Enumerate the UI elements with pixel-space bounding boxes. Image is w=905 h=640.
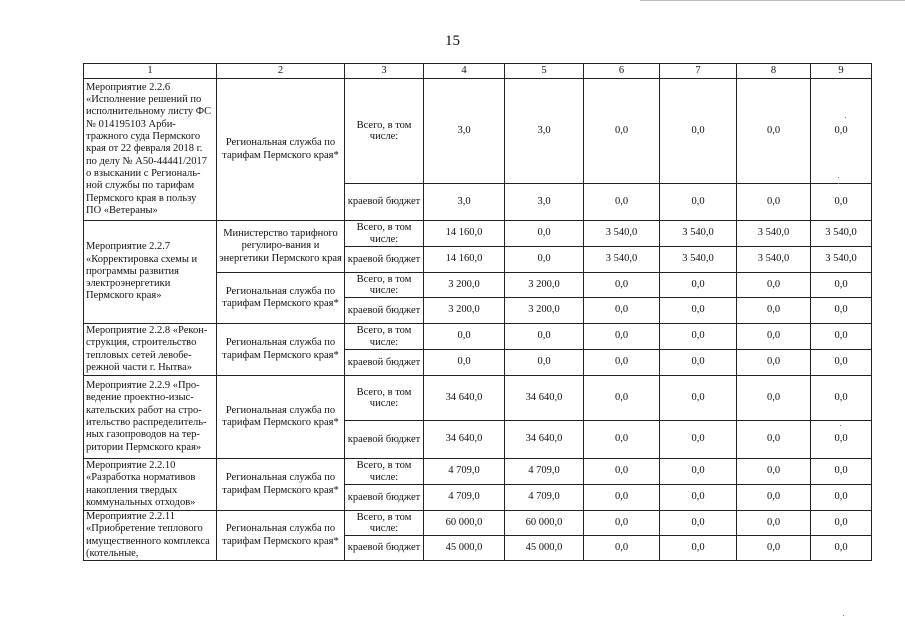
amount-cell: 4 709,0	[505, 485, 584, 511]
amount-cell: 3 540,0	[737, 247, 811, 273]
amount-cell: 0,0	[737, 536, 811, 561]
column-number-header: 2	[217, 64, 345, 79]
funding-source-cell: Всего, в том числе:	[345, 376, 424, 421]
amount-cell: 3,0	[424, 184, 505, 221]
amount-cell: 3,0	[505, 184, 584, 221]
table-row	[84, 376, 872, 421]
amount-cell: 34 640,0	[424, 376, 505, 421]
amount-cell: 0,0	[811, 459, 872, 485]
amount-cell: 0,0	[505, 350, 584, 376]
table-row	[84, 511, 872, 536]
amount-cell: 0,0	[584, 459, 660, 485]
scan-speck	[838, 177, 839, 178]
amount-cell: 34 640,0	[505, 376, 584, 421]
amount-cell: 4 709,0	[505, 459, 584, 485]
table-row	[84, 79, 872, 184]
column-number-header: 3	[345, 64, 424, 79]
funding-source-cell: Всего, в том числе:	[345, 324, 424, 350]
amount-cell: 0,0	[505, 221, 584, 247]
column-number-header: 9	[811, 64, 872, 79]
amount-cell: 0,0	[737, 273, 811, 298]
amount-cell: 3 540,0	[584, 247, 660, 273]
amount-cell: 0,0	[811, 79, 872, 184]
measure-name-cell: Мероприятие 2.2.7 «Корректировка схемы и программы развития электроэнергетики Пермского края»	[84, 221, 217, 324]
funding-source-cell: краевой бюджет	[345, 298, 424, 324]
amount-cell: 14 160,0	[424, 247, 505, 273]
funding-source-cell: Всего, в том числе:	[345, 79, 424, 184]
amount-cell: 0,0	[584, 298, 660, 324]
table-row	[84, 221, 872, 247]
amount-cell: 0,0	[737, 79, 811, 184]
amount-cell: 0,0	[737, 184, 811, 221]
amount-cell: 0,0	[737, 298, 811, 324]
amount-cell: 0,0	[584, 511, 660, 536]
amount-cell: 3 540,0	[737, 221, 811, 247]
column-number-header: 8	[737, 64, 811, 79]
measure-name-cell: Мероприятие 2.2.6 «Исполнение решений по исполнительному листу ФС № 014195103 Арби-тражного суда Пермского края от 22 февраля 2018 г. по делу № А50-44441/2017 о взыскании с Региональ-ной службы по тарифам Пермского края в пользу ПО «Ветераны»	[84, 79, 217, 221]
amount-cell: 0,0	[660, 79, 737, 184]
amount-cell: 0,0	[660, 511, 737, 536]
amount-cell: 3,0	[505, 79, 584, 184]
funding-source-cell: Всего, в том числе:	[345, 221, 424, 247]
funding-source-cell: краевой бюджет	[345, 536, 424, 561]
amount-cell: 3 200,0	[505, 273, 584, 298]
scan-speck	[840, 425, 841, 426]
amount-cell: 0,0	[660, 350, 737, 376]
amount-cell: 0,0	[737, 485, 811, 511]
measure-name-cell: Мероприятие 2.2.10 «Разработка нормативов накопления твердых коммунальных отходов»	[84, 459, 217, 511]
amount-cell: 0,0	[737, 324, 811, 350]
executor-cell: Региональная служба по тарифам Пермского края*	[217, 324, 345, 376]
amount-cell: 60 000,0	[424, 511, 505, 536]
executor-cell: Региональная служба по тарифам Пермского края*	[217, 376, 345, 459]
amount-cell: 0,0	[424, 350, 505, 376]
funding-source-cell: краевой бюджет	[345, 247, 424, 273]
amount-cell: 0,0	[811, 511, 872, 536]
amount-cell: 0,0	[584, 421, 660, 459]
amount-cell: 3 540,0	[811, 221, 872, 247]
executor-cell: Региональная служба по тарифам Пермского края*	[217, 459, 345, 511]
amount-cell: 0,0	[660, 273, 737, 298]
amount-cell: 0,0	[737, 421, 811, 459]
column-number-header: 7	[660, 64, 737, 79]
funding-source-cell: краевой бюджет	[345, 421, 424, 459]
column-number-header: 5	[505, 64, 584, 79]
amount-cell: 0,0	[584, 350, 660, 376]
amount-cell: 0,0	[811, 350, 872, 376]
amount-cell: 60 000,0	[505, 511, 584, 536]
amount-cell: 4 709,0	[424, 485, 505, 511]
amount-cell: 0,0	[584, 184, 660, 221]
amount-cell: 34 640,0	[505, 421, 584, 459]
amount-cell: 0,0	[660, 184, 737, 221]
table-row	[84, 459, 872, 485]
amount-cell: 0,0	[811, 298, 872, 324]
amount-cell: 3 540,0	[660, 247, 737, 273]
amount-cell: 0,0	[660, 421, 737, 459]
executor-cell: Региональная служба по тарифам Пермского края*	[217, 273, 345, 324]
amount-cell: 0,0	[584, 273, 660, 298]
scan-speck	[843, 615, 844, 616]
amount-cell: 0,0	[660, 459, 737, 485]
amount-cell: 0,0	[811, 184, 872, 221]
executor-cell: Региональная служба по тарифам Пермского края*	[217, 511, 345, 561]
funding-source-cell: Всего, в том числе:	[345, 511, 424, 536]
amount-cell: 3 540,0	[660, 221, 737, 247]
scan-speck	[845, 117, 846, 118]
amount-cell: 0,0	[737, 459, 811, 485]
amount-cell: 0,0	[811, 421, 872, 459]
funding-source-cell: Всего, в том числе:	[345, 459, 424, 485]
scan-speck	[838, 183, 839, 184]
amount-cell: 45 000,0	[424, 536, 505, 561]
amount-cell: 0,0	[584, 79, 660, 184]
measure-name-cell: Мероприятие 2.2.11 «Приобретение теплового имущественного комплекса (котельные,	[84, 511, 217, 561]
table-row	[84, 324, 872, 350]
funding-source-cell: Всего, в том числе:	[345, 273, 424, 298]
funding-source-cell: краевой бюджет	[345, 350, 424, 376]
amount-cell: 0,0	[584, 485, 660, 511]
amount-cell: 0,0	[660, 298, 737, 324]
amount-cell: 0,0	[811, 324, 872, 350]
amount-cell: 0,0	[811, 273, 872, 298]
column-number-header: 6	[584, 64, 660, 79]
amount-cell: 3 540,0	[811, 247, 872, 273]
amount-cell: 45 000,0	[505, 536, 584, 561]
amount-cell: 14 160,0	[424, 221, 505, 247]
amount-cell: 0,0	[505, 247, 584, 273]
amount-cell: 0,0	[737, 511, 811, 536]
amount-cell: 0,0	[811, 536, 872, 561]
funding-source-cell: краевой бюджет	[345, 485, 424, 511]
amount-cell: 0,0	[424, 324, 505, 350]
measure-name-cell: Мероприятие 2.2.8 «Рекон-струкция, строительство тепловых сетей левобе-режной части г. Нытва»	[84, 324, 217, 376]
amount-cell: 3,0	[424, 79, 505, 184]
page-top-edge-line	[640, 0, 905, 1]
amount-cell: 0,0	[584, 376, 660, 421]
amount-cell: 3 200,0	[424, 273, 505, 298]
column-number-header: 1	[84, 64, 217, 79]
amount-cell: 0,0	[811, 376, 872, 421]
amount-cell: 0,0	[811, 485, 872, 511]
column-number-header: 4	[424, 64, 505, 79]
amount-cell: 0,0	[660, 376, 737, 421]
amount-cell: 34 640,0	[424, 421, 505, 459]
measure-name-cell: Мероприятие 2.2.9 «Про-ведение проектно-изыс-кательских работ на стро-ительство распределитель-ных газопроводов на тер-ритории Пермского края»	[84, 376, 217, 459]
amount-cell: 0,0	[737, 350, 811, 376]
amount-cell: 0,0	[660, 536, 737, 561]
amount-cell: 4 709,0	[424, 459, 505, 485]
budget-table	[83, 63, 872, 561]
amount-cell: 3 540,0	[584, 221, 660, 247]
amount-cell: 0,0	[505, 324, 584, 350]
executor-cell: Региональная служба по тарифам Пермского края*	[217, 79, 345, 221]
funding-source-cell: краевой бюджет	[345, 184, 424, 221]
amount-cell: 0,0	[660, 324, 737, 350]
amount-cell: 0,0	[737, 376, 811, 421]
amount-cell: 0,0	[660, 485, 737, 511]
amount-cell: 3 200,0	[424, 298, 505, 324]
amount-cell: 0,0	[584, 324, 660, 350]
amount-cell: 3 200,0	[505, 298, 584, 324]
amount-cell: 0,0	[584, 536, 660, 561]
column-number-row	[84, 64, 872, 79]
executor-cell: Министерство тарифного регулиро-вания и энергетики Пермского края	[217, 221, 345, 273]
page-number: 15	[445, 33, 460, 49]
